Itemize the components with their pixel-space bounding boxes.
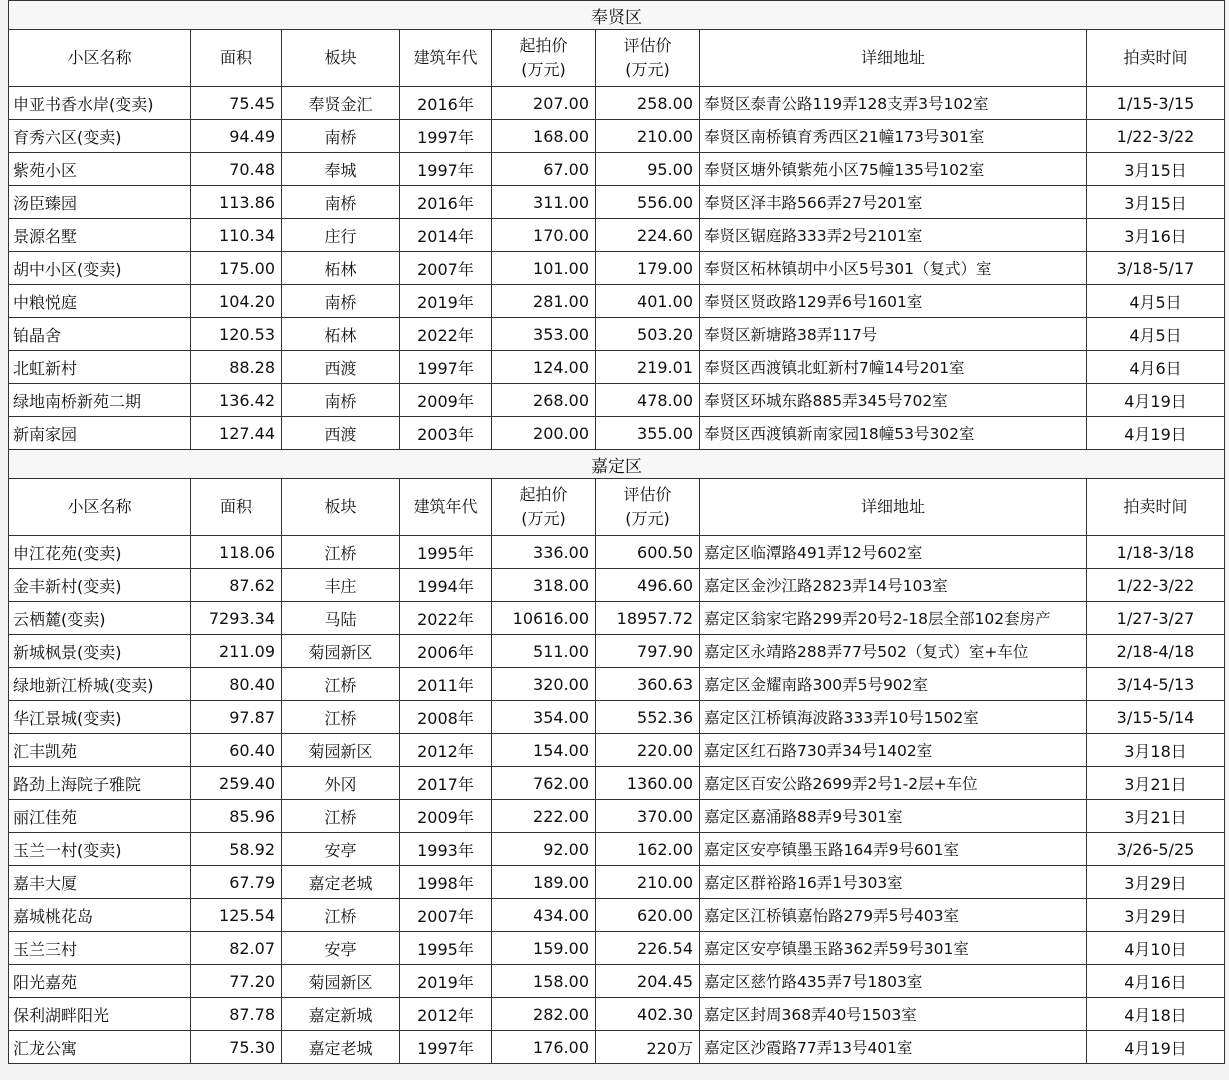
table-row	[9, 668, 1225, 701]
cell-block: 柘林	[282, 252, 400, 285]
cell-starting-price: 158.00	[492, 965, 596, 998]
cell-area: 87.78	[191, 998, 282, 1031]
cell-build-year: 1997年	[400, 351, 492, 384]
table-row	[9, 252, 1225, 285]
cell-build-year: 2012年	[400, 734, 492, 767]
table-row	[9, 536, 1225, 569]
cell-starting-price: 170.00	[492, 219, 596, 252]
column-header-year: 建筑年代	[400, 30, 492, 87]
cell-block: 南桥	[282, 285, 400, 318]
cell-block: 丰庄	[282, 569, 400, 602]
district-title: 奉贤区	[9, 1, 1225, 30]
cell-community-name: 玉兰一村(变卖)	[9, 833, 191, 866]
table-row	[9, 965, 1225, 998]
column-header-row	[9, 479, 1225, 536]
cell-block: 奉城	[282, 153, 400, 186]
cell-community-name: 申江花苑(变卖)	[9, 536, 191, 569]
cell-build-year: 2017年	[400, 767, 492, 800]
cell-area: 97.87	[191, 701, 282, 734]
cell-auction-time: 4月5日	[1087, 318, 1225, 351]
cell-auction-time: 3月15日	[1087, 186, 1225, 219]
table-row	[9, 866, 1225, 899]
cell-auction-time: 4月19日	[1087, 417, 1225, 450]
cell-auction-time: 2/18-4/18	[1087, 635, 1225, 668]
cell-starting-price: 101.00	[492, 252, 596, 285]
column-header-line: 评估价	[623, 485, 672, 504]
cell-auction-time: 3月18日	[1087, 734, 1225, 767]
column-header-year: 建筑年代	[400, 479, 492, 536]
cell-community-name: 申亚书香水岸(变卖)	[9, 87, 191, 120]
cell-evaluation-price: 204.45	[596, 965, 700, 998]
cell-evaluation-price: 355.00	[596, 417, 700, 450]
cell-build-year: 2014年	[400, 219, 492, 252]
column-header-line: (万元)	[625, 60, 670, 79]
cell-address: 奉贤区锯庭路333弄2号2101室	[700, 219, 1087, 252]
cell-community-name: 保利湖畔阳光	[9, 998, 191, 1031]
cell-community-name: 紫苑小区	[9, 153, 191, 186]
cell-build-year: 2011年	[400, 668, 492, 701]
table-row	[9, 417, 1225, 450]
cell-address: 嘉定区红石路730弄34号1402室	[700, 734, 1087, 767]
cell-block: 菊园新区	[282, 965, 400, 998]
cell-starting-price: 353.00	[492, 318, 596, 351]
table-row	[9, 318, 1225, 351]
cell-area: 113.86	[191, 186, 282, 219]
cell-starting-price: 67.00	[492, 153, 596, 186]
cell-address: 嘉定区临潭路491弄12号602室	[700, 536, 1087, 569]
cell-area: 211.09	[191, 635, 282, 668]
cell-starting-price: 336.00	[492, 536, 596, 569]
cell-evaluation-price: 210.00	[596, 866, 700, 899]
cell-community-name: 绿地南桥新苑二期	[9, 384, 191, 417]
cell-area: 125.54	[191, 899, 282, 932]
cell-starting-price: 92.00	[492, 833, 596, 866]
cell-address: 嘉定区安亭镇墨玉路362弄59号301室	[700, 932, 1087, 965]
table-row	[9, 899, 1225, 932]
cell-block: 嘉定老城	[282, 1031, 400, 1064]
cell-build-year: 1995年	[400, 536, 492, 569]
table-row	[9, 800, 1225, 833]
cell-block: 菊园新区	[282, 635, 400, 668]
cell-address: 嘉定区群裕路16弄1号303室	[700, 866, 1087, 899]
cell-area: 120.53	[191, 318, 282, 351]
cell-area: 175.00	[191, 252, 282, 285]
cell-block: 江桥	[282, 800, 400, 833]
column-header-auction_time: 拍卖时间	[1087, 479, 1225, 536]
cell-auction-time: 4月5日	[1087, 285, 1225, 318]
cell-build-year: 2016年	[400, 87, 492, 120]
column-header-line: 起拍价	[519, 485, 568, 504]
cell-evaluation-price: 370.00	[596, 800, 700, 833]
cell-build-year: 2016年	[400, 186, 492, 219]
cell-community-name: 丽江佳苑	[9, 800, 191, 833]
cell-auction-time: 4月18日	[1087, 998, 1225, 1031]
cell-address: 嘉定区江桥镇嘉怡路279弄5号403室	[700, 899, 1087, 932]
column-header-address: 详细地址	[700, 479, 1087, 536]
cell-community-name: 汇龙公寓	[9, 1031, 191, 1064]
cell-community-name: 胡中小区(变卖)	[9, 252, 191, 285]
cell-auction-time: 4月10日	[1087, 932, 1225, 965]
cell-evaluation-price: 219.01	[596, 351, 700, 384]
table-body	[9, 1, 1225, 1064]
table-row	[9, 833, 1225, 866]
cell-auction-time: 1/15-3/15	[1087, 87, 1225, 120]
column-header-start_price	[492, 479, 596, 536]
cell-block: 南桥	[282, 384, 400, 417]
cell-evaluation-price: 220.00	[596, 734, 700, 767]
cell-build-year: 2003年	[400, 417, 492, 450]
column-header-area: 面积	[191, 479, 282, 536]
column-header-line: (万元)	[521, 60, 566, 79]
cell-area: 80.40	[191, 668, 282, 701]
cell-starting-price: 154.00	[492, 734, 596, 767]
cell-evaluation-price: 401.00	[596, 285, 700, 318]
cell-community-name: 新南家园	[9, 417, 191, 450]
cell-evaluation-price: 95.00	[596, 153, 700, 186]
table-row	[9, 635, 1225, 668]
cell-starting-price: 281.00	[492, 285, 596, 318]
cell-block: 嘉定新城	[282, 998, 400, 1031]
cell-area: 75.30	[191, 1031, 282, 1064]
cell-auction-time: 3月29日	[1087, 899, 1225, 932]
cell-evaluation-price: 179.00	[596, 252, 700, 285]
column-header-eval_price	[596, 30, 700, 87]
cell-build-year: 1997年	[400, 153, 492, 186]
cell-area: 75.45	[191, 87, 282, 120]
cell-auction-time: 3/18-5/17	[1087, 252, 1225, 285]
table-row	[9, 351, 1225, 384]
cell-community-name: 玉兰三村	[9, 932, 191, 965]
cell-auction-time: 3月15日	[1087, 153, 1225, 186]
cell-starting-price: 207.00	[492, 87, 596, 120]
table-row	[9, 932, 1225, 965]
column-header-block: 板块	[282, 30, 400, 87]
cell-block: 庄行	[282, 219, 400, 252]
cell-area: 60.40	[191, 734, 282, 767]
table-row	[9, 87, 1225, 120]
table-row	[9, 153, 1225, 186]
cell-auction-time: 1/18-3/18	[1087, 536, 1225, 569]
column-header-line: 评估价	[623, 36, 672, 55]
cell-address: 嘉定区慈竹路435弄7号1803室	[700, 965, 1087, 998]
cell-block: 外冈	[282, 767, 400, 800]
column-header-line: (万元)	[521, 509, 566, 528]
table-row	[9, 569, 1225, 602]
cell-area: 70.48	[191, 153, 282, 186]
cell-block: 江桥	[282, 899, 400, 932]
cell-build-year: 2007年	[400, 252, 492, 285]
column-header-address: 详细地址	[700, 30, 1087, 87]
cell-community-name: 嘉城桃花岛	[9, 899, 191, 932]
cell-starting-price: 189.00	[492, 866, 596, 899]
table-row	[9, 602, 1225, 635]
cell-evaluation-price: 162.00	[596, 833, 700, 866]
cell-auction-time: 3月16日	[1087, 219, 1225, 252]
cell-address: 嘉定区嘉涌路88弄9号301室	[700, 800, 1087, 833]
cell-block: 嘉定老城	[282, 866, 400, 899]
cell-starting-price: 168.00	[492, 120, 596, 153]
cell-address: 奉贤区柘林镇胡中小区5号301（复式）室	[700, 252, 1087, 285]
cell-area: 118.06	[191, 536, 282, 569]
cell-community-name: 新城枫景(变卖)	[9, 635, 191, 668]
cell-auction-time: 3/15-5/14	[1087, 701, 1225, 734]
cell-auction-time: 1/22-3/22	[1087, 569, 1225, 602]
cell-build-year: 2009年	[400, 800, 492, 833]
cell-evaluation-price: 797.90	[596, 635, 700, 668]
table-row	[9, 998, 1225, 1031]
table-row	[9, 767, 1225, 800]
cell-evaluation-price: 360.63	[596, 668, 700, 701]
cell-address: 奉贤区西渡镇北虹新村7幢14号201室	[700, 351, 1087, 384]
cell-address: 嘉定区金耀南路300弄5号902室	[700, 668, 1087, 701]
cell-build-year: 2006年	[400, 635, 492, 668]
cell-starting-price: 320.00	[492, 668, 596, 701]
cell-auction-time: 4月19日	[1087, 384, 1225, 417]
cell-build-year: 1997年	[400, 120, 492, 153]
column-header-row	[9, 30, 1225, 87]
cell-evaluation-price: 224.60	[596, 219, 700, 252]
cell-evaluation-price: 210.00	[596, 120, 700, 153]
cell-build-year: 2022年	[400, 602, 492, 635]
cell-community-name: 金丰新村(变卖)	[9, 569, 191, 602]
column-header-auction_time: 拍卖时间	[1087, 30, 1225, 87]
cell-address: 嘉定区江桥镇海波路333弄10号1502室	[700, 701, 1087, 734]
cell-evaluation-price: 226.54	[596, 932, 700, 965]
cell-area: 88.28	[191, 351, 282, 384]
cell-auction-time: 3/26-5/25	[1087, 833, 1225, 866]
cell-build-year: 2012年	[400, 998, 492, 1031]
cell-address: 奉贤区西渡镇新南家园18幢53号302室	[700, 417, 1087, 450]
cell-evaluation-price: 552.36	[596, 701, 700, 734]
table-row	[9, 285, 1225, 318]
cell-address: 嘉定区安亭镇墨玉路164弄9号601室	[700, 833, 1087, 866]
cell-area: 127.44	[191, 417, 282, 450]
cell-build-year: 1993年	[400, 833, 492, 866]
cell-community-name: 绿地新江桥城(变卖)	[9, 668, 191, 701]
cell-auction-time: 3月29日	[1087, 866, 1225, 899]
auction-table	[8, 0, 1225, 1064]
column-header-start_price	[492, 30, 596, 87]
cell-auction-time: 1/22-3/22	[1087, 120, 1225, 153]
table-row	[9, 120, 1225, 153]
cell-evaluation-price: 258.00	[596, 87, 700, 120]
cell-community-name: 云栖麓(变卖)	[9, 602, 191, 635]
column-header-area: 面积	[191, 30, 282, 87]
cell-evaluation-price: 402.30	[596, 998, 700, 1031]
cell-build-year: 1997年	[400, 1031, 492, 1064]
cell-evaluation-price: 620.00	[596, 899, 700, 932]
cell-auction-time: 3月21日	[1087, 767, 1225, 800]
cell-starting-price: 354.00	[492, 701, 596, 734]
cell-build-year: 1998年	[400, 866, 492, 899]
cell-build-year: 2019年	[400, 965, 492, 998]
table-row	[9, 219, 1225, 252]
district-header-row	[9, 450, 1225, 479]
cell-address: 奉贤区塘外镇紫苑小区75幢135号102室	[700, 153, 1087, 186]
cell-area: 67.79	[191, 866, 282, 899]
cell-address: 奉贤区南桥镇育秀西区21幢173号301室	[700, 120, 1087, 153]
cell-build-year: 2019年	[400, 285, 492, 318]
cell-block: 南桥	[282, 186, 400, 219]
cell-auction-time: 3/14-5/13	[1087, 668, 1225, 701]
column-header-block: 板块	[282, 479, 400, 536]
cell-block: 南桥	[282, 120, 400, 153]
cell-build-year: 2009年	[400, 384, 492, 417]
cell-auction-time: 4月6日	[1087, 351, 1225, 384]
cell-community-name: 华江景城(变卖)	[9, 701, 191, 734]
cell-build-year: 1994年	[400, 569, 492, 602]
column-header-eval_price	[596, 479, 700, 536]
cell-area: 58.92	[191, 833, 282, 866]
cell-area: 77.20	[191, 965, 282, 998]
cell-starting-price: 318.00	[492, 569, 596, 602]
cell-block: 柘林	[282, 318, 400, 351]
column-header-name: 小区名称	[9, 479, 191, 536]
cell-community-name: 铂晶舍	[9, 318, 191, 351]
cell-starting-price: 124.00	[492, 351, 596, 384]
cell-starting-price: 159.00	[492, 932, 596, 965]
cell-block: 安亭	[282, 932, 400, 965]
cell-evaluation-price: 600.50	[596, 536, 700, 569]
cell-evaluation-price: 1360.00	[596, 767, 700, 800]
cell-starting-price: 222.00	[492, 800, 596, 833]
table-row	[9, 734, 1225, 767]
cell-auction-time: 4月19日	[1087, 1031, 1225, 1064]
column-header-line: (万元)	[625, 509, 670, 528]
cell-area: 259.40	[191, 767, 282, 800]
cell-block: 马陆	[282, 602, 400, 635]
cell-community-name: 阳光嘉苑	[9, 965, 191, 998]
cell-auction-time: 4月16日	[1087, 965, 1225, 998]
cell-evaluation-price: 556.00	[596, 186, 700, 219]
cell-starting-price: 200.00	[492, 417, 596, 450]
cell-community-name: 汇丰凯苑	[9, 734, 191, 767]
table-row	[9, 1031, 1225, 1064]
cell-auction-time: 3月21日	[1087, 800, 1225, 833]
cell-block: 江桥	[282, 701, 400, 734]
cell-block: 菊园新区	[282, 734, 400, 767]
cell-area: 7293.34	[191, 602, 282, 635]
cell-build-year: 2022年	[400, 318, 492, 351]
cell-build-year: 2008年	[400, 701, 492, 734]
cell-starting-price: 511.00	[492, 635, 596, 668]
cell-starting-price: 762.00	[492, 767, 596, 800]
cell-address: 嘉定区沙霞路77弄13号401室	[700, 1031, 1087, 1064]
cell-area: 104.20	[191, 285, 282, 318]
cell-evaluation-price: 503.20	[596, 318, 700, 351]
cell-starting-price: 176.00	[492, 1031, 596, 1064]
cell-community-name: 景源名墅	[9, 219, 191, 252]
cell-block: 江桥	[282, 668, 400, 701]
cell-area: 85.96	[191, 800, 282, 833]
cell-address: 奉贤区新塘路38弄117号	[700, 318, 1087, 351]
cell-community-name: 嘉丰大厦	[9, 866, 191, 899]
table-row	[9, 701, 1225, 734]
cell-address: 嘉定区百安公路2699弄2号1-2层+车位	[700, 767, 1087, 800]
cell-address: 奉贤区泽丰路566弄27号201室	[700, 186, 1087, 219]
cell-block: 江桥	[282, 536, 400, 569]
table-row	[9, 384, 1225, 417]
cell-starting-price: 434.00	[492, 899, 596, 932]
cell-block: 安亭	[282, 833, 400, 866]
cell-starting-price: 268.00	[492, 384, 596, 417]
column-header-name: 小区名称	[9, 30, 191, 87]
cell-area: 87.62	[191, 569, 282, 602]
cell-community-name: 汤臣臻园	[9, 186, 191, 219]
cell-starting-price: 10616.00	[492, 602, 596, 635]
cell-community-name: 路劲上海院子雅院	[9, 767, 191, 800]
cell-address: 嘉定区永靖路288弄77号502（复式）室+车位	[700, 635, 1087, 668]
cell-community-name: 中粮悦庭	[9, 285, 191, 318]
cell-area: 94.49	[191, 120, 282, 153]
district-title: 嘉定区	[9, 450, 1225, 479]
cell-address: 奉贤区贤政路129弄6号1601室	[700, 285, 1087, 318]
cell-evaluation-price: 220万	[596, 1031, 700, 1064]
cell-evaluation-price: 478.00	[596, 384, 700, 417]
cell-area: 136.42	[191, 384, 282, 417]
cell-area: 110.34	[191, 219, 282, 252]
cell-area: 82.07	[191, 932, 282, 965]
cell-address: 嘉定区封周368弄40号1503室	[700, 998, 1087, 1031]
cell-address: 奉贤区环城东路885弄345号702室	[700, 384, 1087, 417]
cell-block: 西渡	[282, 351, 400, 384]
auction-listing-sheet	[8, 0, 1224, 1064]
cell-address: 嘉定区翁家宅路299弄20号2-18层全部102套房产	[700, 602, 1087, 635]
cell-starting-price: 311.00	[492, 186, 596, 219]
cell-address: 奉贤区泰青公路119弄128支弄3号102室	[700, 87, 1087, 120]
cell-block: 西渡	[282, 417, 400, 450]
cell-address: 嘉定区金沙江路2823弄14号103室	[700, 569, 1087, 602]
cell-community-name: 北虹新村	[9, 351, 191, 384]
cell-build-year: 1995年	[400, 932, 492, 965]
column-header-line: 起拍价	[519, 36, 568, 55]
cell-starting-price: 282.00	[492, 998, 596, 1031]
cell-community-name: 育秀六区(变卖)	[9, 120, 191, 153]
cell-block: 奉贤金汇	[282, 87, 400, 120]
cell-build-year: 2007年	[400, 899, 492, 932]
cell-auction-time: 1/27-3/27	[1087, 602, 1225, 635]
cell-evaluation-price: 18957.72	[596, 602, 700, 635]
cell-evaluation-price: 496.60	[596, 569, 700, 602]
district-header-row	[9, 1, 1225, 30]
table-row	[9, 186, 1225, 219]
